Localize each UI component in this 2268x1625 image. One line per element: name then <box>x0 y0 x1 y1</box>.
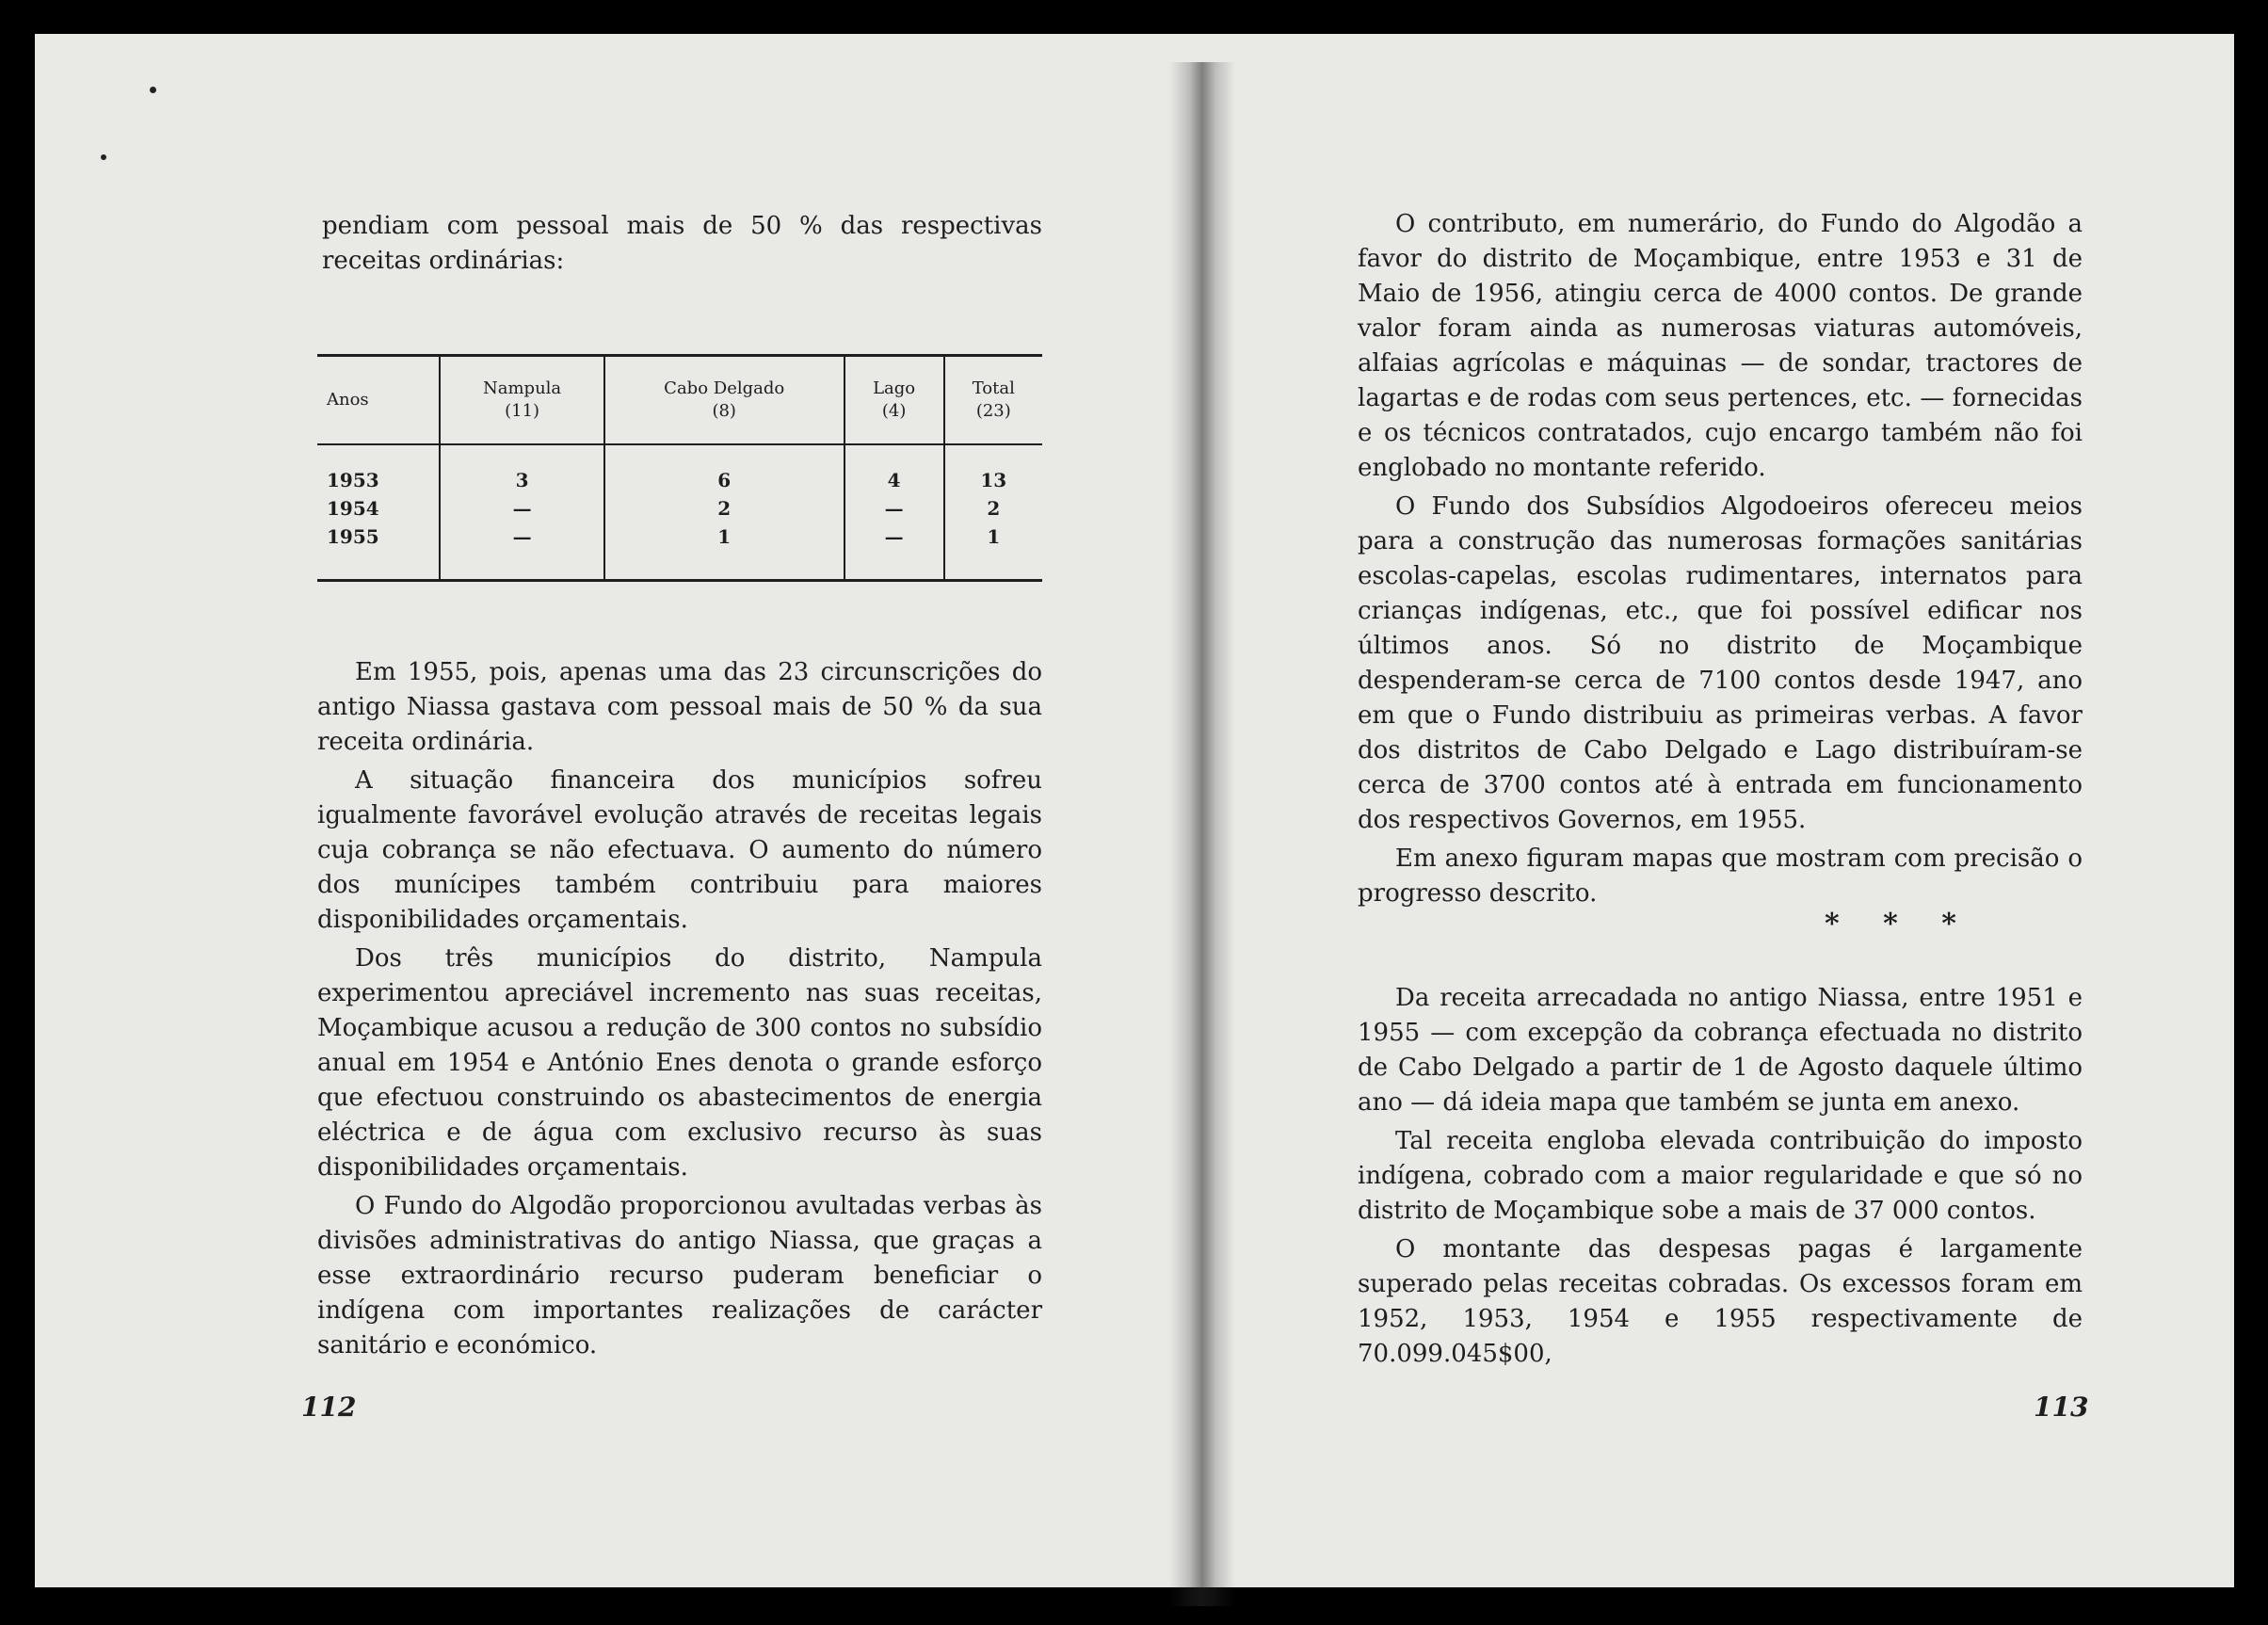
table-cell: — <box>844 494 944 523</box>
page-number-right: 113 <box>2034 1392 2089 1423</box>
table-cell: 4 <box>844 444 944 494</box>
paragraph: Dos três municípios do distrito, Nampula experimentou apreciável incremento nas suas receitas, Moçambique acusou a redução de 300 contos no subsídio anual em 1954 e António Enes denota o grande esforço que efectuou construindo os abastecimentos de energia eléctrica e de água com exclusivo recurso às suas disponibilidades orçamentais. <box>317 944 1042 1182</box>
table-cell: 1 <box>604 523 844 581</box>
table-cell: — <box>440 523 603 581</box>
left-body-text <box>317 655 1042 1367</box>
table-cell: 13 <box>944 444 1042 494</box>
section-separator: * * * <box>1825 908 1973 941</box>
table-cell: 1953 <box>327 469 379 491</box>
paragraph: O Fundo do Algodão proporcionou avultadas verbas às divisões administrativas do antigo Niassa, que graças a esse extraordinário recurso puderam beneficiar o indígena com importantes realizações de carácter sanitário e económico. <box>317 1192 1042 1360</box>
intro-text: pendiam com pessoal mais de 50 % das respectivas receitas ordinárias: <box>322 212 1042 275</box>
page-number-left: 112 <box>301 1392 357 1423</box>
table-intro <box>322 209 1042 282</box>
paragraph: O montante das despesas pagas é largamente superado pelas receitas cobradas. Os excessos foram em 1952, 1953, 1954 e 1955 respectivamente de 70.099.045$00, <box>1358 1235 2083 1368</box>
paragraph: O Fundo dos Subsídios Algodoeiros ofereceu meios para a construção das numerosas formações sanitárias escolas-capelas, escolas rudimentares, internatos para crianças indígenas, etc., que foi possível edificar nos últimos anos. Só no distrito de Moçambique despenderam-se cerca de 7100 contos desde 1947, ano em que o Fundo distribuiu as primeiras verbas. A favor dos distritos de Cabo Delgado e Lago distribuíram-se cerca de 3700 contos até à entrada em funcionamento dos respectivos Governos, em 1955. <box>1358 492 2083 834</box>
paragraph: A situação financeira dos municípios sofreu igualmente favorável evolução através de receitas legais cuja cobrança se não efectuava. O aumento do número dos munícipes também contribuiu para maiores disponibilidades orçamentais. <box>317 766 1042 934</box>
right-body-top <box>1358 207 2083 915</box>
paragraph: Em 1955, pois, apenas uma das 23 circunscrições do antigo Niassa gastava com pessoal mais de 50 % da sua receita ordinária. <box>317 658 1042 756</box>
header-anos: Anos <box>317 356 440 445</box>
paragraph: Em anexo figuram mapas que mostram com precisão o progresso descrito. <box>1358 845 2083 908</box>
table-cell: 2 <box>604 494 844 523</box>
header-cabo-delgado: Cabo Delgado (8) <box>604 356 844 445</box>
paragraph: O contributo, em numerário, do Fundo do Algodão a favor do distrito de Moçambique, entre 1953 e 31 de Maio de 1956, atingiu cerca de 4000 contos. De grande valor foram ainda as numerosas viaturas automóveis, alfaias agrícolas e máquinas — de sondar, tractores de lagartas e de rodas com seus pertences, etc. — fornecidas e os técnicos contratados, cujo encargo também não foi englobado no montante referido. <box>1358 210 2083 482</box>
stats-table <box>317 354 1042 582</box>
header-nampula: Nampula (11) <box>440 356 603 445</box>
table-row <box>317 444 1042 494</box>
paragraph: Tal receita engloba elevada contribuição do imposto indígena, cobrado com a maior regularidade e que só no distrito de Moçambique sobe a mais de 37 000 contos. <box>1358 1127 2083 1225</box>
table-row <box>317 494 1042 523</box>
table-header-row <box>317 356 1042 445</box>
paragraph: Da receita arrecadada no antigo Niassa, entre 1951 e 1955 — com excepção da cobrança efectuada no distrito de Cabo Delgado a partir de 1 de Agosto daquele último ano — dá ideia mapa que também se junta em anexo. <box>1358 984 2083 1117</box>
scanned-book-spread <box>35 34 2234 1587</box>
table-cell: 1955 <box>327 525 379 548</box>
left-page <box>35 34 1188 1587</box>
table-cell: — <box>844 523 944 581</box>
header-lago: Lago (4) <box>844 356 944 445</box>
header-total: Total (23) <box>944 356 1042 445</box>
table-cell: 6 <box>604 444 844 494</box>
right-page <box>1188 34 2234 1587</box>
right-body-bottom <box>1358 981 2083 1376</box>
table-cell: 3 <box>440 444 603 494</box>
table-cell: 1 <box>944 523 1042 581</box>
table-cell: 1954 <box>327 497 379 520</box>
table-cell: 2 <box>944 494 1042 523</box>
table-row <box>317 523 1042 581</box>
table-cell: — <box>440 494 603 523</box>
